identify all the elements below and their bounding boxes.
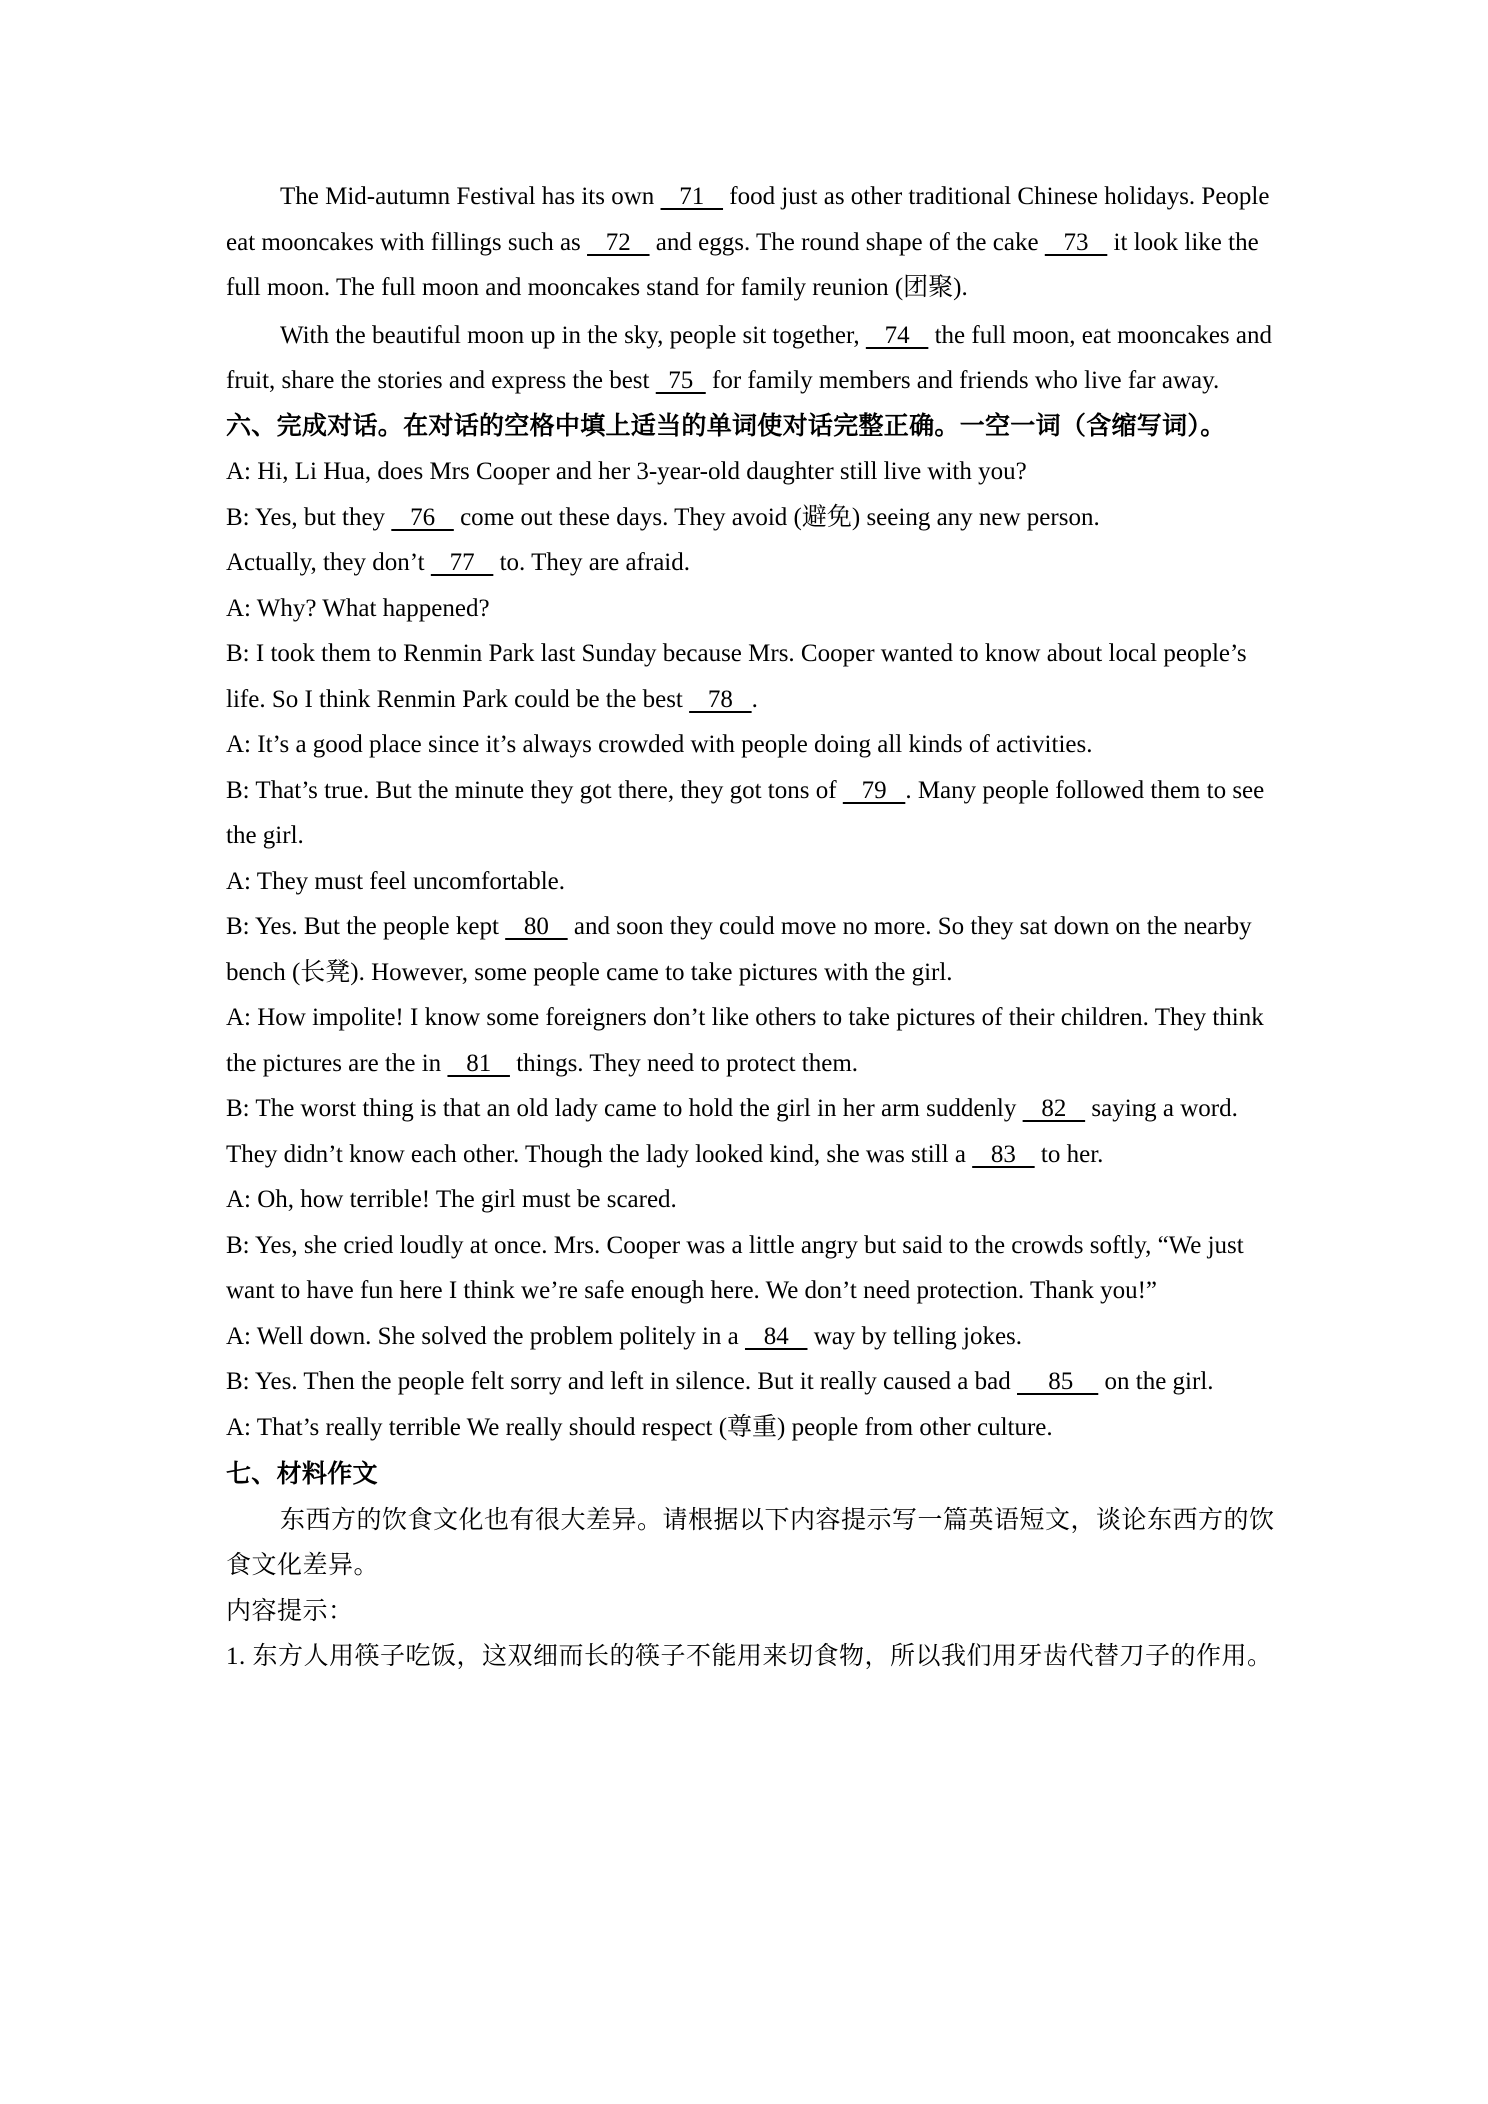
blank-85: 85	[1017, 1368, 1099, 1395]
passage-text: With the beautiful moon up in the sky, people sit together,	[280, 321, 866, 349]
blank-72: 72	[587, 228, 650, 256]
writing-prompt: 东西方的饮食文化也有很大差异。请根据以下内容提示写一篇英语短文，谈论东西方的饮食文化差异。	[226, 1506, 1275, 1579]
dialogue-text: A: Well down. She solved the problem politely in a	[226, 1322, 745, 1350]
blank-83: 83	[972, 1140, 1035, 1168]
passage-text: the full moon, eat mooncakes and fruit, share the stories and express the best	[226, 321, 1272, 394]
dialogue-line	[226, 540, 1276, 586]
dialogue-line: A: Hi, Li Hua, does Mrs Cooper and her 3-year-old daughter still live with you?	[226, 458, 1027, 485]
dialogue-text: . Many people followed them to see the girl.	[226, 776, 1265, 849]
passage-paragraph	[226, 313, 1276, 404]
section-7-heading: 七、材料作文	[226, 1461, 378, 1488]
dialogue-line	[226, 1086, 1276, 1177]
dialogue-line: B: Yes, she cried loudly at once. Mrs. Cooper was a little angry but said to the crowds softly, “We just want to have fun here I think we’re safe enough here. We don’t need protection. Thank you!”	[226, 1231, 1244, 1304]
dialogue-line: A: It’s a good place since it’s always crowded with people doing all kinds of activities.	[226, 731, 1093, 758]
dialogue-line: A: They must feel uncomfortable.	[226, 867, 566, 895]
passage-text: for family members and friends who live far away.	[705, 367, 1220, 394]
hint-label: 内容提示：	[226, 1597, 354, 1625]
passage-text: it look like the full moon. The full moon and mooncakes stand for family reunion (团聚).	[226, 228, 1259, 301]
dialogue-text: to her.	[1034, 1140, 1104, 1168]
hint-item: 1. 东方人用筷子吃饭，这双细而长的筷子不能用来切食物，所以我们用牙齿代替刀子的作用。	[226, 1643, 1273, 1670]
blank-78: 78	[689, 685, 752, 713]
dialogue-text: way by telling jokes.	[807, 1322, 1023, 1350]
dialogue-line	[226, 631, 1276, 722]
passage-paragraph	[226, 174, 1276, 311]
blank-73: 73	[1044, 228, 1108, 256]
dialogue-text: B: Yes. But the people kept	[226, 913, 506, 940]
blank-80: 80	[505, 913, 568, 940]
blank-81: 81	[447, 1049, 510, 1077]
dialogue-line	[226, 1314, 1276, 1360]
blank-79: 79	[842, 776, 906, 804]
dialogue-line	[226, 495, 1276, 541]
dialogue-text: B: The worst thing is that an old lady came to hold the girl in her arm suddenly	[226, 1095, 1023, 1122]
dialogue-text: come out these days. They avoid (避免) seeing any new person.	[453, 503, 1100, 531]
passage-text: The Mid-autumn Festival has its own	[280, 183, 661, 210]
dialogue-text: and soon they could move no more. So they sat down on the nearby bench (长凳). However, some people came to take pictures with the girl.	[226, 913, 1252, 986]
dialogue-line	[226, 1359, 1276, 1405]
page-content	[226, 174, 1276, 1680]
dialogue-text: B: I took them to Renmin Park last Sunday because Mrs. Cooper wanted to know about local people’s life. So I think Renmin Park could be the best	[226, 640, 1247, 713]
dialogue-text: things. They need to protect them.	[509, 1049, 859, 1077]
dialogue-text: to. They are afraid.	[493, 549, 690, 576]
dialogue-text: B: That’s true. But the minute they got there, they got tons of	[226, 776, 843, 804]
dialogue-text: A: How impolite! I know some foreigners don’t like others to take pictures of their children. They think the pictures are the in	[226, 1004, 1264, 1077]
dialogue-text: B: Yes. Then the people felt sorry and left in silence. But it really caused a bad	[226, 1368, 1018, 1395]
passage-text: food just as other traditional Chinese holidays. People eat mooncakes with fillings such as	[226, 183, 1270, 256]
blank-82: 82	[1022, 1095, 1086, 1122]
blank-76: 76	[391, 503, 454, 531]
blank-75: 75	[655, 367, 706, 394]
section-6-heading: 六、完成对话。在对话的空格中填上适当的单词使对话完整正确。一空一词（含缩写词）。	[226, 412, 1226, 440]
dialogue-text: saying a word. They didn’t know each other. Though the lady looked kind, she was still a	[226, 1095, 1238, 1168]
blank-77: 77	[430, 549, 494, 576]
dialogue-text: Actually, they don’t	[226, 549, 431, 576]
dialogue-line	[226, 904, 1276, 995]
passage-text: and eggs. The round shape of the cake	[649, 228, 1045, 256]
blank-84: 84	[744, 1322, 808, 1350]
dialogue-line: A: Why? What happened?	[226, 594, 490, 622]
dialogue-text: .	[751, 685, 758, 713]
dialogue-text: on the girl.	[1098, 1368, 1214, 1395]
dialogue-line: A: Oh, how terrible! The girl must be scared.	[226, 1186, 677, 1213]
dialogue-line: A: That’s really terrible We really should respect (尊重) people from other culture.	[226, 1413, 1053, 1441]
dialogue-text: B: Yes, but they	[226, 503, 392, 531]
dialogue-line	[226, 768, 1276, 859]
blank-74: 74	[865, 321, 929, 349]
dialogue-line	[226, 995, 1276, 1086]
blank-71: 71	[660, 183, 724, 210]
